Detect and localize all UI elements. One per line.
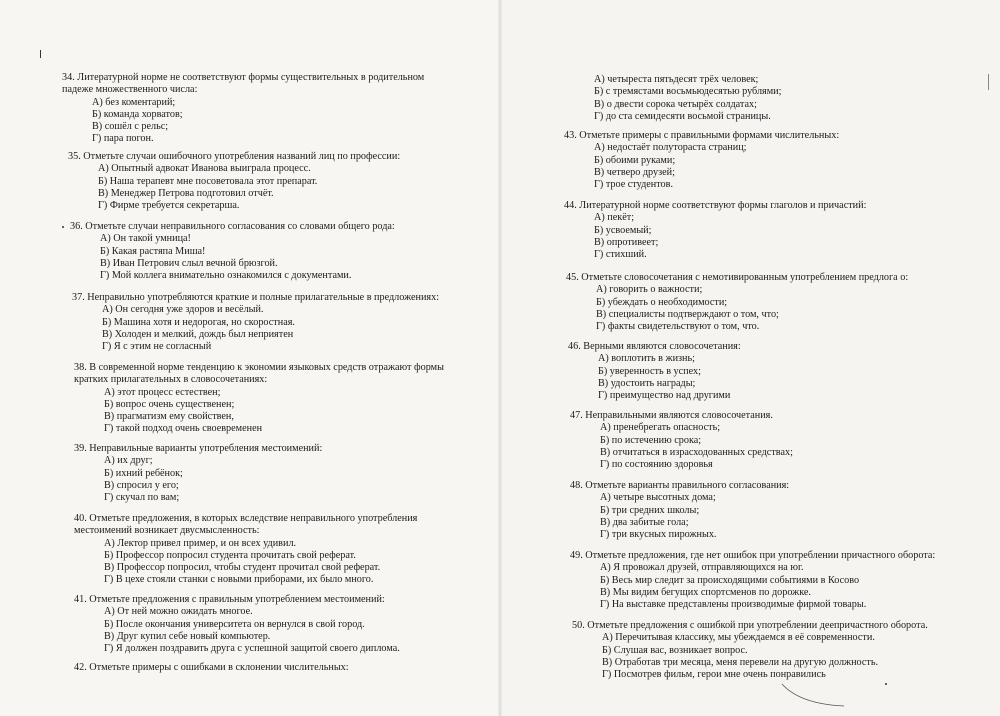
question-text: 35. Отметьте случаи ошибочного употребления названий лиц по профессии: <box>68 151 401 162</box>
question-47 <box>570 410 793 471</box>
question-36 <box>70 221 395 282</box>
answer-option: В) спросил у его; <box>104 479 179 491</box>
question-39 <box>74 443 322 504</box>
answer-option: Г) Фирме требуется секретарша. <box>98 200 240 212</box>
question-text: 42. Отметьте примеры с ошибками в склонении числительных: <box>74 662 349 673</box>
answer-option: Б) уверенность в успех; <box>598 365 701 377</box>
answer-option: Б) по истечению срока; <box>600 434 702 446</box>
answer-option: А) четыреста пятьдесят трёх человек; <box>594 74 759 85</box>
answer-option: А) Лектор привел пример, и он всех удивил. <box>104 537 297 549</box>
answer-option: В) Холоден и мелкий, дождь был неприятен <box>102 328 294 340</box>
answer-option: А) От ней можно ожидать многое. <box>104 606 253 618</box>
question-38 <box>74 362 444 436</box>
question-50 <box>572 620 928 681</box>
answer-option: Г) стихший. <box>594 249 647 261</box>
answer-option: Г) факты свидетельствуют о том, что. <box>596 321 760 333</box>
answer-option: Б) Профессор попросил студента прочитать свой реферат. <box>104 549 356 561</box>
answer-option: А) Опытный адвокат Иванова выиграла процесс. <box>98 163 311 175</box>
question-text: 37. Неправильно употребляются краткие и полные прилагательные в предложениях: <box>72 292 440 303</box>
question-45 <box>566 272 908 333</box>
answer-option: Б) команда хорватов; <box>92 108 183 120</box>
question-text: 41. Отметьте предложения с правильным употреблением местоимений: <box>74 594 385 605</box>
question-35 <box>68 151 400 212</box>
answer-option: В) Профессор попросил, чтобы студент прочитал свой реферат. <box>104 562 381 574</box>
answer-option: Г) скучал по вам; <box>104 492 180 504</box>
page-fold <box>498 0 502 716</box>
pen-stroke <box>780 680 850 710</box>
answer-option: В) специалисты подтверждают о том, что; <box>596 308 779 320</box>
answer-option: В) прагматизм ему свойствен, <box>104 411 234 423</box>
scan-speck <box>988 74 989 90</box>
question-text: местоимений возникает двусмысленность: <box>74 525 260 537</box>
question-46 <box>568 341 741 402</box>
answer-option: В) Менеджер Петрова подготовил отчёт. <box>98 187 274 199</box>
answer-option: Б) Машина хотя и недорогая, но скоростная. <box>102 316 295 328</box>
answer-option: Г) Посмотрев фильм, герои мне очень понравились <box>602 669 826 681</box>
answer-option: В) Мы видим бегущих спортсменов по дорожке. <box>600 586 811 598</box>
question-41 <box>74 594 400 655</box>
question-42-continued <box>564 74 781 123</box>
question-text: 46. Верными являются словосочетания: <box>568 341 741 352</box>
answer-option: Г) На выставке представлены производимые фирмой товары. <box>600 599 867 611</box>
question-text: 44. Литературной норме соответствуют формы глаголов и причастий: <box>564 200 867 211</box>
answer-option: Б) Какая растяпа Миша! <box>100 245 206 257</box>
answer-option: А) их друг; <box>104 455 153 467</box>
answer-option: В) Иван Петрович слыл вечной брюзгой. <box>100 257 278 269</box>
answer-option: В) Друг купил себе новый компьютер. <box>104 630 271 642</box>
question-37 <box>72 292 439 353</box>
answer-option: Б) с тремястами восьмьюдесятью рублями; <box>594 86 782 98</box>
answer-option: А) Он сегодня уже здоров и весёлый. <box>102 304 264 316</box>
answer-option: Г) преимущество над другими <box>598 390 731 402</box>
answer-option: Г) Мой коллега внимательно ознакомился с документами. <box>100 270 352 282</box>
answer-option: Б) После окончания университета он вернулся в свой город. <box>104 618 365 630</box>
question-text: 43. Отметьте примеры с правильными формами числительных: <box>564 130 840 141</box>
answer-option: В) опротивеет; <box>594 236 659 248</box>
answer-option: А) этот процесс естествен; <box>104 386 221 398</box>
question-49 <box>570 550 935 611</box>
answer-option: А) пренебрегать опасность; <box>600 422 721 434</box>
answer-option: Г) В цехе стояли станки с новыми приборами, их было много. <box>104 574 374 586</box>
answer-option: Б) вопрос очень существенен; <box>104 398 235 410</box>
answer-option: А) пекёт; <box>594 212 635 224</box>
question-43 <box>564 130 839 191</box>
question-text: 34. Литературной норме не соответствуют формы существительных в родительном <box>62 72 425 83</box>
answer-option: Б) усвоемый; <box>594 224 652 236</box>
answer-option: В) сошёл с рельс; <box>92 121 169 133</box>
answer-option: Г) три вкусных пирожных. <box>600 529 717 541</box>
answer-option: А) недостаёт полутораста страниц; <box>594 142 747 154</box>
question-text: 40. Отметьте предложения, в которых вследствие неправильного употребления <box>74 513 418 524</box>
answer-option: В) два забитые гола; <box>600 516 689 528</box>
question-text: 47. Неправильными являются словосочетания. <box>570 410 773 421</box>
answer-option: В) удостоить награды; <box>598 377 696 389</box>
answer-option: А) Перечитывая классику, мы убеждаемся в её современности. <box>602 632 875 644</box>
answer-option: В) Отработав три месяца, меня перевели на другую должность. <box>602 656 879 668</box>
answer-option: Г) Я с этим не согласный <box>102 341 212 353</box>
question-44 <box>564 200 866 261</box>
answer-option: Г) Я должен поздравить друга с успешной защитой своего диплома. <box>104 643 400 655</box>
scan-speck <box>40 50 41 58</box>
answer-option: А) без коментарий; <box>92 96 176 108</box>
question-34 <box>62 72 424 146</box>
question-40 <box>74 513 417 587</box>
answer-option: Г) трое студентов. <box>594 179 674 191</box>
answer-option: В) о двести сорока четырёх солдатах; <box>594 98 757 110</box>
question-text: 36. Отметьте случаи неправильного согласования со словами общего рода: <box>70 221 395 232</box>
answer-option: А) воплотить в жизнь; <box>598 353 695 365</box>
answer-option: Б) Наша терапевт мне посоветовала этот препарат. <box>98 175 318 187</box>
answer-option: А) Я провожал друзей, отправляющихся на юг. <box>600 562 804 574</box>
answer-option: А) четыре высотных дома; <box>600 492 716 504</box>
question-text: падеже множественного числа: <box>62 84 198 96</box>
question-text: 45. Отметьте словосочетания с немотивированным употреблением предлога о: <box>566 272 909 283</box>
question-48 <box>570 480 789 541</box>
question-text: 49. Отметьте предложения, где нет ошибок при употреблении причастного оборота: <box>570 550 936 561</box>
scan-speck <box>62 226 64 228</box>
answer-option: Б) Слушая вас, возникает вопрос. <box>602 644 748 656</box>
answer-option: Б) убеждать о необходимости; <box>596 296 728 308</box>
answer-option: А) говорить о важности; <box>596 284 703 296</box>
answer-option: А) Он такой умница! <box>100 233 191 245</box>
question-42 <box>74 662 349 674</box>
answer-option: Г) пара погон. <box>92 133 154 145</box>
scan-speck <box>885 683 887 685</box>
question-text: 38. В современной норме тенденцию к экономии языковых средств отражают формы <box>74 362 444 373</box>
answer-option: Г) такой подход очень своевременен <box>104 423 263 435</box>
answer-option: Б) три средних школы; <box>600 504 700 516</box>
answer-option: В) четверо друзей; <box>594 166 675 178</box>
question-text: 50. Отметьте предложения с ошибкой при употреблении деепричастного оборота. <box>572 620 928 631</box>
answer-option: Б) Весь мир следит за происходящими событиями в Косово <box>600 574 860 586</box>
question-text: 48. Отметьте варианты правильного согласования: <box>570 480 790 491</box>
answer-option: Б) обоими руками; <box>594 154 676 166</box>
answer-option: В) отчитаться в израсходованных средствах; <box>600 446 793 458</box>
answer-option: Б) ихний ребёнок; <box>104 467 183 479</box>
question-text: 39. Неправильные варианты употребления местоимений: <box>74 443 323 454</box>
question-text: кратких прилагательных в словосочетаниях: <box>74 374 268 386</box>
answer-option: Г) до ста семидесяти восьмой страницы. <box>594 110 771 122</box>
answer-option: Г) по состоянию здоровья <box>600 459 713 471</box>
